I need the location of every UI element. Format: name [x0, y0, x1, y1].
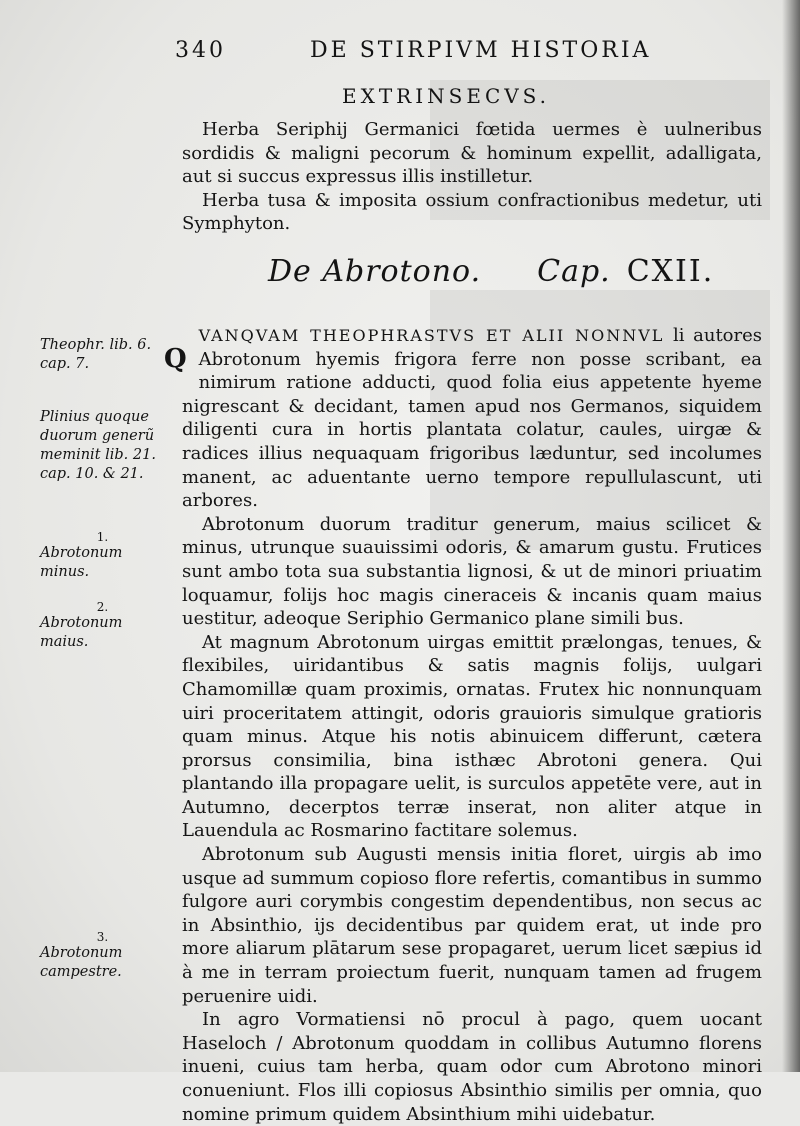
paragraph: In agro Vormatiensi nō procul à pago, quem uocant Haseloch / Abrotonum quoddam in collibus Autumno florens inueni, cuius tam herba, quam odor cum Abrotono minori conueniunt. Flos illi copiosus Absinthio similis per omnia, quo nomine primum quidem Absinthium mihi uidebatur. — [182, 1009, 762, 1125]
page-number: 340 — [175, 38, 226, 63]
margin-note-abrotonum-campestre: 3. Abrotonum campestre. — [40, 930, 123, 980]
chapter-body — [164, 324, 763, 1126]
paragraph: At magnum Abrotonum uirgas emittit prælongas, tenues, & flexibiles, uiridantibus & satis magnis folijs, uulgari Chamomillæ quam proximis, ornatas. Frutex hic nonnunquam uiri proceritatem attingit, odoris grauioris simulque gratioris quam minus. Atque his notis abinuicem differunt, cætera prorsus consimilia, bina isthæc Abrotoni genera. Qui plantando illa propagare uelit, is surculos appetēte vere, aut in Autumno, decerptos terræ inserat, non aliter atque in Lauendula ac Rosmarino factitare solemus. — [182, 631, 762, 842]
margin-note-abrotonum-minus: 1. Abrotonum minus. — [40, 530, 123, 580]
opening-caps: VANQVAM THEOPHRASTVS ET ALII NONNVL — [198, 326, 665, 345]
running-title: DE STIRPIVM HISTORIA — [310, 38, 652, 63]
paragraph — [164, 324, 763, 513]
intro-text — [182, 118, 762, 236]
margin-note-theophrastus: Theophr. lib. 6. cap. 7. — [40, 337, 152, 372]
paragraph: Abrotonum duorum traditur generum, maius scilicet & minus, utrunque suauissimi odoris, & amarum gustu. Frutices sunt ambo tota sua substantia lignosi, & ut de minori priuatim loquamur, folijs hoc magis cineraceis & incanis quam maius uestitur, adeoque Seriphio Germanico plane simili bus. — [182, 513, 762, 630]
paragraph: Abrotonum sub Augusti mensis initia floret, uirgis ab imo usque ad summum copioso flore refertis, comantibus in summo fulgore auri corymbis congestim dependentibus, non secus ac in Absinthio, ijs decidentibus par quidem erat, ut inde pro more aliarum plātarum sese propagaret, uerum licet sæpius id à me in terram proiectum fuerit, nunquam tamen ad frugem peruenire uidi. — [182, 844, 762, 1007]
chapter-number: CXII. — [626, 254, 715, 289]
chapter-heading — [268, 254, 714, 289]
section-title: EXTRINSECVS. — [342, 84, 551, 108]
margin-note-plinius: Plinius quoque duorum generũ meminit lib. 21. cap. 10. & 21. — [40, 409, 156, 482]
intro-paragraph: Herba tusa & imposita ossium confractionibus medetur, uti Symphyton. — [182, 189, 762, 234]
page-gutter-shadow — [782, 0, 800, 1072]
running-header — [175, 38, 655, 66]
paragraph-text: li autores Abrotonum hyemis frigora ferre non posse scribant, ea nimirum ratione adducti, quod folia eius appetente hyeme nigrescant & decidant, tamen apud nos Germanos, siquidem diligenti cura in hortis plantata colatur, caules, uirgæ & radices illius nequaquam frigoribus læduntur, sed incolumes manent, ac aduentante uerno tempore repullulascunt, uti arbores. — [182, 325, 763, 512]
drop-cap: Q — [164, 344, 187, 374]
chapter-title: De Abrotono. — [268, 254, 482, 289]
intro-paragraph: Herba Seriphij Germanici fœtida uermes è uulneribus sordidis & maligni pecorum & hominum expellit, adalligata, aut si succus expressus illis instilletur. — [182, 119, 762, 187]
margin-note-abrotonum-maius: 2. Abrotonum maius. — [40, 600, 123, 650]
chapter-cap-label: Cap. — [537, 254, 611, 289]
